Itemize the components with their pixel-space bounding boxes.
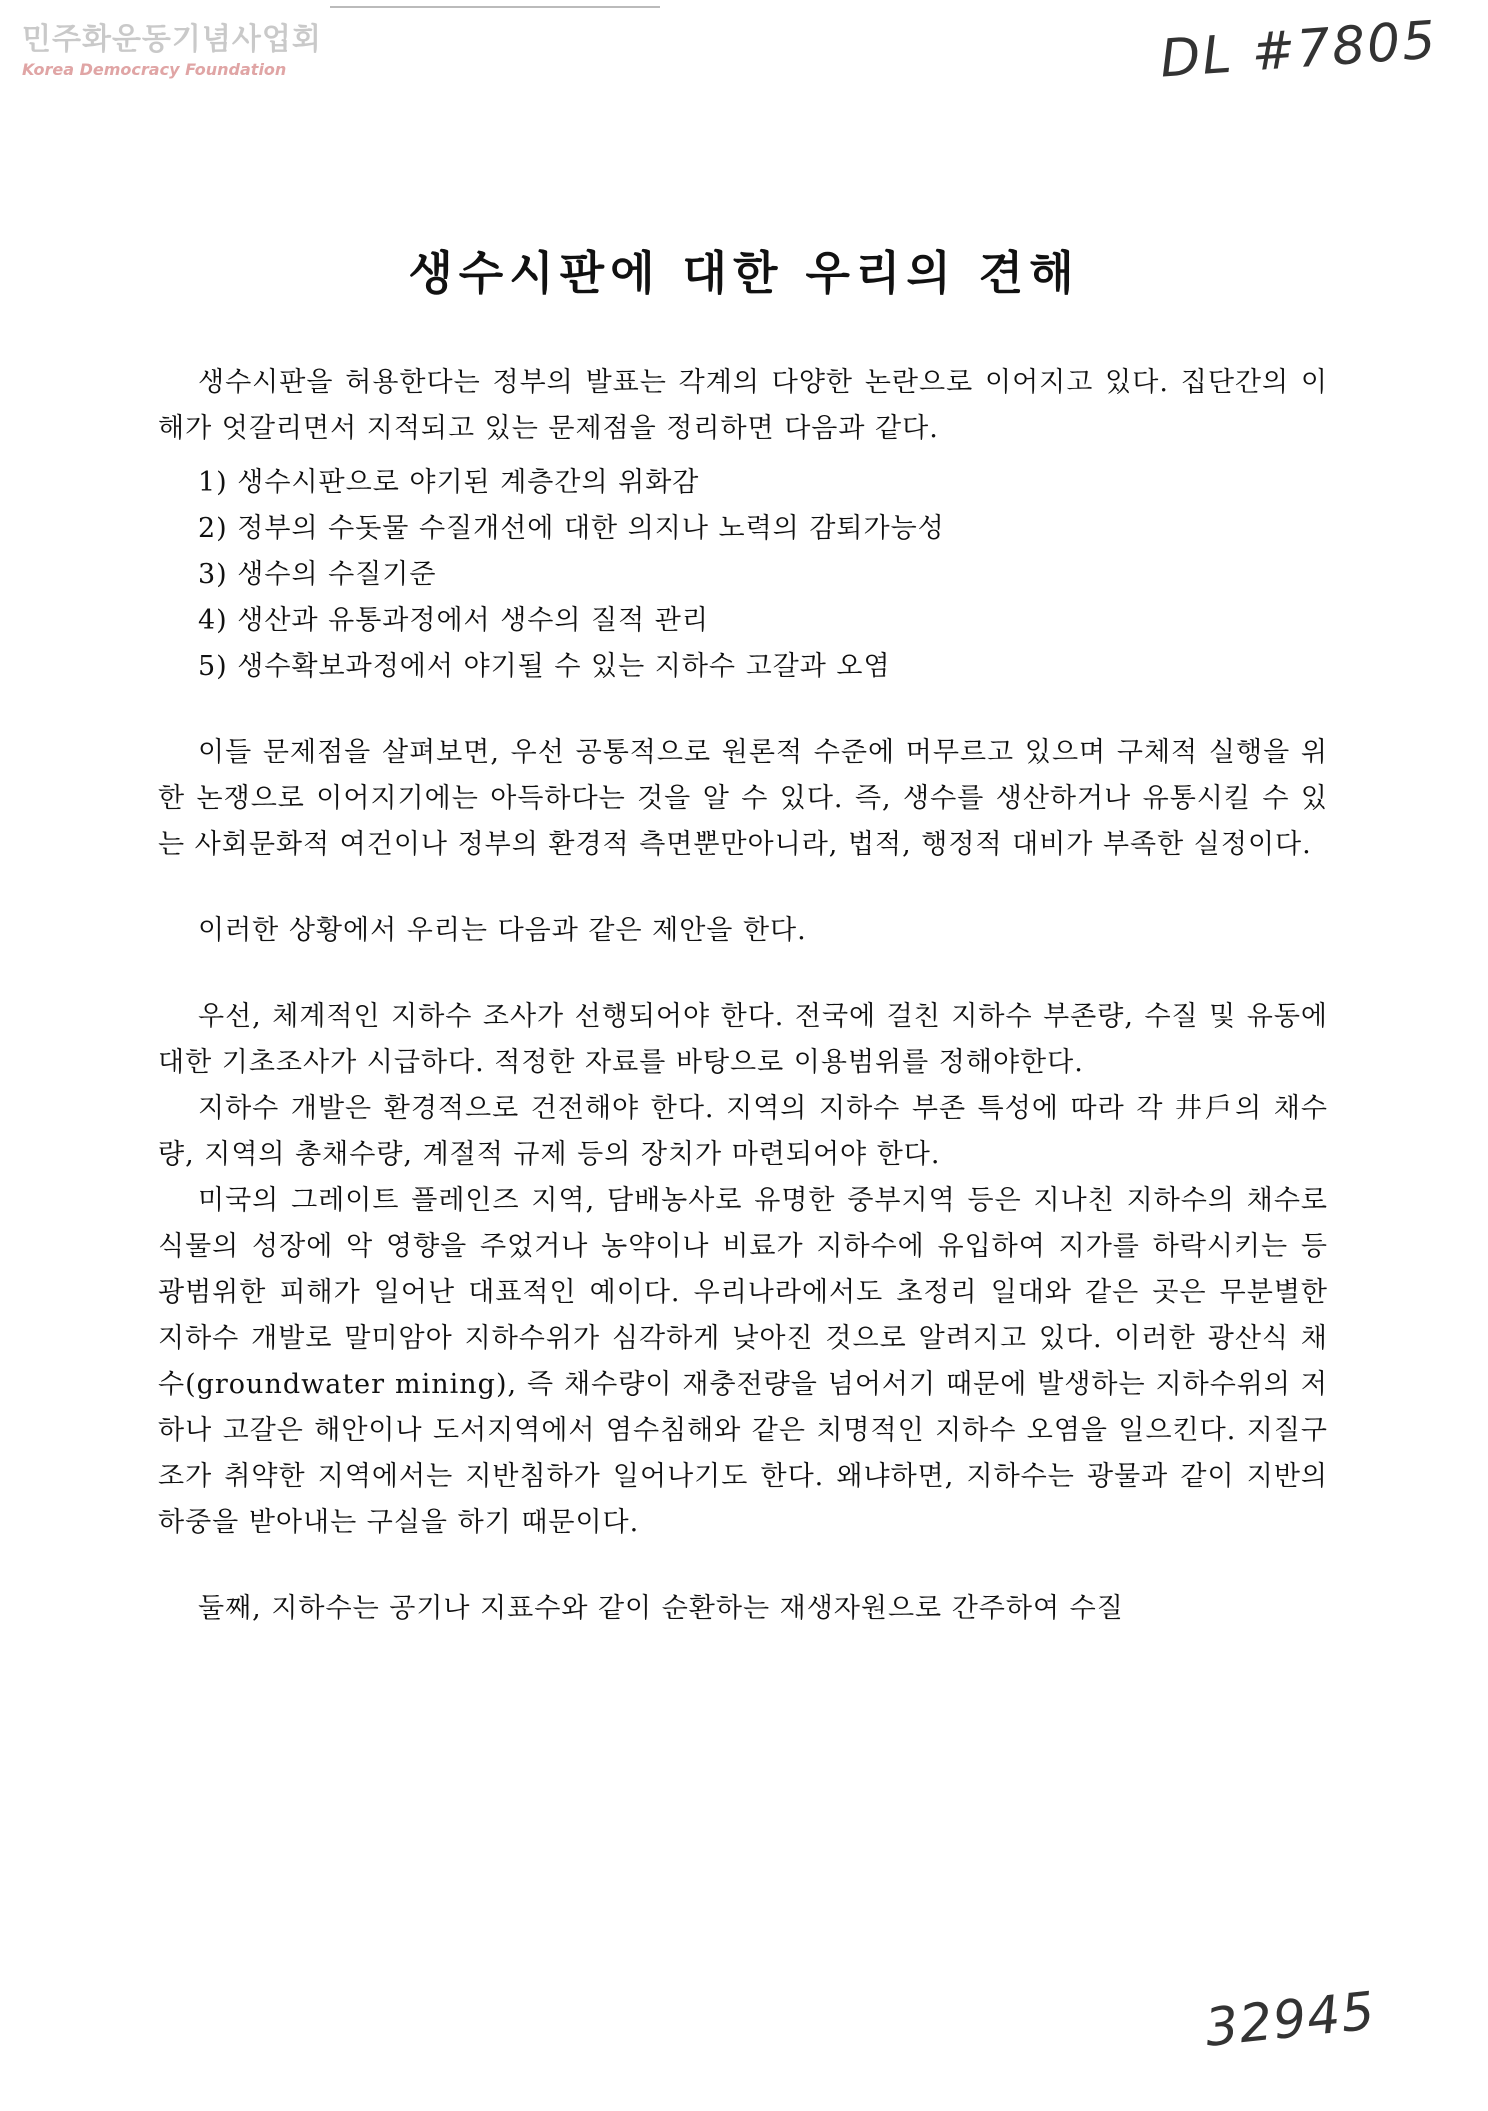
list-item: 3) 생수의 수질기준 [198,559,437,590]
proposal-first-paragraph: 우선, 체계적인 지하수 조사가 선행되어야 한다. 전국에 걸친 지하수 부존량, 수질 및 유동에 대한 기초조사가 시급하다. 적정한 자료를 바탕으로 이용범위를 정해야한다. [158,1001,1328,1078]
list-item: 5) 생수확보과정에서 야기될 수 있는 지하수 고갈과 오염 [198,651,891,682]
handwritten-archive-number: DL #7805 [1158,10,1440,90]
list-item: 4) 생산과 유통과정에서 생수의 질적 관리 [198,605,709,636]
document-title: 생수시판에 대한 우리의 견해 [408,246,1080,300]
scan-edge-line [330,6,660,8]
proposal-second-paragraph: 둘째, 지하수는 공기나 지표수와 같이 순환하는 재생자원으로 간주하여 수질 [198,1593,1124,1624]
intro-paragraph: 생수시판을 허용한다는 정부의 발표는 각계의 다양한 논란으로 이어지고 있다. 집단간의 이해가 엇갈리면서 지적되고 있는 문제점을 정리하면 다음과 같다. [158,367,1328,444]
examples-paragraph: 미국의 그레이트 플레인즈 지역, 담배농사로 유명한 중부지역 등은 지나친 지하수의 채수로 식물의 성장에 악 영향을 주었거나 농약이나 비료가 지하수에 유입하여 지가를 하락시키는 등 광범위한 피해가 일어난 대표적인 예이다. 우리나라에서도 초정리 일대와 같은 곳은 무분별한 지하수 개발로 말미암아 지하수위가 심각하게 낮아진 것으로 알려지고 있다. 이러한 광산식 채수(groundwater mining), 즉 채수량이 재충전량을 넘어서기 때문에 발생하는 지하수위의 저하나 고갈은 해안이나 도서지역에서 염수침해와 같은 치명적인 지하수 오염을 일으킨다. 지질구조가 취약한 지역에서는 지반침하가 일어나기도 한다. 왜냐하면, 지하수는 광물과 같이 지반의 하중을 받아내는 구실을 하기 때문이다. [158,1185,1328,1538]
issue-list [158,460,1328,690]
watermark-korean: 민주화운동기념사업회 [22,22,322,57]
watermark-english: Korea Democracy Foundation [22,60,287,79]
document-body [158,360,1328,1632]
handwritten-page-number: 32945 [1202,1981,1379,2059]
list-item: 2) 정부의 수돗물 수질개선에 대한 의지나 노력의 감퇴가능성 [198,513,945,544]
analysis-paragraph: 이들 문제점을 살펴보면, 우선 공통적으로 원론적 수준에 머무르고 있으며 구체적 실행을 위한 논쟁으로 이어지기에는 아득하다는 것을 알 수 있다. 즉, 생수를 생산하거나 유통시킬 수 있는 사회문화적 여건이나 정부의 환경적 측면뿐만아니라, 법적, 행정적 대비가 부족한 실정이다. [158,737,1328,860]
development-paragraph: 지하수 개발은 환경적으로 건전해야 한다. 지역의 지하수 부존 특성에 따라 각 井戶의 채수량, 지역의 총채수량, 계절적 규제 등의 장치가 마련되어야 한다. [158,1093,1328,1170]
proposal-intro-paragraph: 이러한 상황에서 우리는 다음과 같은 제안을 한다. [198,915,807,946]
list-item: 1) 생수시판으로 야기된 계층간의 위화감 [198,467,700,498]
watermark-logo [22,22,322,80]
